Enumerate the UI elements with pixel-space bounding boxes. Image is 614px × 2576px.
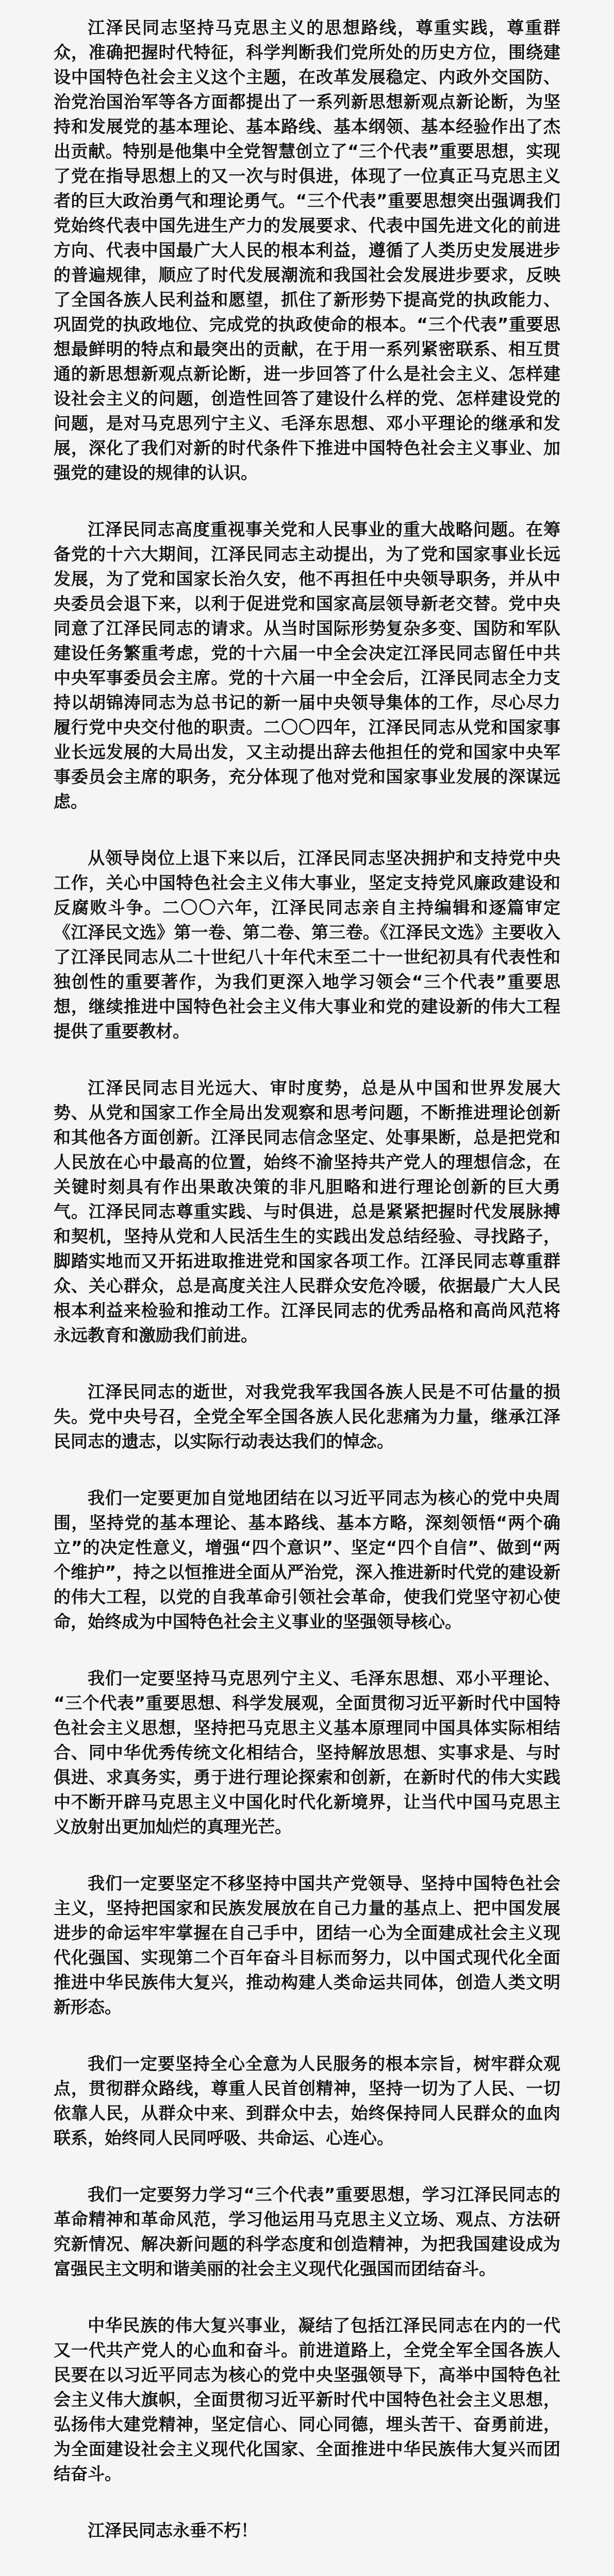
closing-slogan: 江泽民同志永垂不朽！	[88, 2520, 258, 2540]
article-paragraph: 江泽民同志目光远大、审时度势，总是从中国和世界发展大势、从党和国家工作全局出发观察和思考问题，不断推进理论创新和其他各方面创新。江泽民同志信念坚定、处事果断，总是把党和人民放在心中最高的位置，始终不渝坚持共产党人的理想信念，在关键时刻具有作出果敢决策的非凡胆略和进行理论创新的巨大勇气。江泽民同志尊重实践、与时俱进，总是紧紧把握时代发展脉搏和契机，坚持从党和人民活生生的实践出发总结经验、寻找路子，脚踏实地而又开拓进取推进党和国家各项工作。江泽民同志尊重群众、关心群众，总是高度关注人民群众安危冷暖，依据最广大人民根本利益来检验和推动工作。江泽民同志的优秀品格和高尚风范将永远教育和激励我们前进。	[54, 1078, 560, 1345]
source-attribution	[54, 2575, 560, 2576]
article-paragraph: 中华民族的伟大复兴事业，凝结了包括江泽民同志在内的一代又一代共产党人的心血和奋斗。前进道路上，全党全军全国各族人民要在以习近平同志为核心的党中央坚强领导下，高举中国特色社会主义伟大旗帜，全面贯彻习近平新时代中国特色社会主义思想，弘扬伟大建党精神，坚定信心、同心同德，埋头苦干、奋勇前进，为全面建设社会主义现代化国家、全面推进中华民族伟大复兴而团结奋斗。	[54, 2315, 560, 2484]
article-paragraph: 我们一定要坚持全心全意为人民服务的根本宗旨，树牢群众观点，贯彻群众路线，尊重人民首创精神，坚持一切为了人民、一切依靠人民，从群众中来、到群众中去，始终保持同人民群众的血肉联系，始终同人民同呼吸、共命运、心连心。	[54, 2054, 560, 2148]
article-paragraph: 我们一定要努力学习“三个代表”重要思想，学习江泽民同志的革命精神和革命风范，学习他运用马克思主义立场、观点、方法研究新情况、解决新问题的科学态度和创造精神，为把我国建设成为富强民主文明和谐美丽的社会主义现代化强国而团结奋斗。	[54, 2184, 560, 2279]
article-paragraph: 我们一定要坚持马克思列宁主义、毛泽东思想、邓小平理论、“三个代表”重要思想、科学发展观，全面贯彻习近平新时代中国特色社会主义思想，坚持把马克思主义基本原理同中国具体实际相结合、同中华优秀传统文化相结合，坚持解放思想、实事求是、与时俱进、求真务实，勇于进行理论探索和创新，在新时代的伟大实践中不断开辟马克思主义中国化时代化新境界，让当代中国马克思主义放射出更加灿烂的真理光芒。	[54, 1668, 560, 1837]
article-paragraph: 我们一定要坚定不移坚持中国共产党领导、坚持中国特色社会主义，坚持把国家和民族发展放在自己力量的基点上、把中国发展进步的命运牢牢掌握在自己手中，团结一心为全面建成社会主义现代化强国、实现第二个百年奋斗目标而努力，以中国式现代化全面推进中华民族伟大复兴，推动构建人类命运共同体，创造人类文明新形态。	[54, 1873, 560, 2017]
article-paragraph: 江泽民同志高度重视事关党和人民事业的重大战略问题。在筹备党的十六大期间，江泽民同志主动提出，为了党和国家事业长远发展，为了党和国家长治久安，他不再担任中央领导职务，并从中央委员会退下来，以利于促进党和国家高层领导新老交替。党中央同意了江泽民同志的请求。从当时国际形势复杂多变、国防和军队建设任务繁重考虑，党的十六届一中全会决定江泽民同志留任中共中央军事委员会主席。党的十六届一中全会后，江泽民同志全力支持以胡锦涛同志为总书记的新一届中央领导集体的工作，尽心尽力履行党中央交付他的职责。二〇〇四年，江泽民同志从党和国家事业长远发展的大局出发，又主动提出辞去他担任的党和国家中央军事委员会主席的职务，充分体现了他对党和国家事业发展的深谋远虑。	[54, 519, 560, 811]
article-paragraph: 我们一定要更加自觉地团结在以习近平同志为核心的党中央周围，坚持党的基本理论、基本路线、基本方略，深刻领悟“两个确立”的决定性意义，增强“四个意识”、坚定“四个自信”、做到“两个维护”，持之以恒推进全面从严治党，深入推进新时代党的建设新的伟大工程，以党的自我革命引领社会革命，使我们党坚守初心使命，始终成为中国特色社会主义事业的坚强领导核心。	[54, 1488, 560, 1632]
article-paragraph: 江泽民同志的逝世，对我党我军我国各族人民是不可估量的损失。党中央号召，全党全军全国各族人民化悲痛为力量，继承江泽民同志的遗志，以实际行动表达我们的悼念。	[54, 1382, 560, 1451]
article-paragraph: 从领导岗位上退下来以后，江泽民同志坚决拥护和支持党中央工作，关心中国特色社会主义伟大事业，坚定支持党风廉政建设和反腐败斗争。二〇〇六年，江泽民同志亲自主持编辑和逐篇审定《江泽民文选》第一卷、第二卷、第三卷。《江泽民文选》主要收入了江泽民同志从二十世纪八十年代末至二十一世纪初具有代表性和独创性的重要著作，为我们更深入地学习领会“三个代表”重要思想，继续推进中国特色社会主义伟大事业和党的建设新的伟大工程提供了重要教材。	[54, 848, 560, 1041]
article-paragraph: 江泽民同志坚持马克思主义的思想路线，尊重实践，尊重群众，准确把握时代特征，科学判断我们党所处的历史方位，围绕建设中国特色社会主义这个主题，在改革发展稳定、内政外交国防、治党治国治军等各方面都提出了一系列新思想新观点新论断，为坚持和发展党的基本理论、基本路线、基本纲领、基本经验作出了杰出贡献。特别是他集中全党智慧创立了“三个代表”重要思想，实现了党在指导思想上的又一次与时俱进，体现了一位真正马克思主义者的巨大政治勇气和理论勇气。“三个代表”重要思想突出强调我们党始终代表中国先进生产力的发展要求、代表中国先进文化的前进方向、代表中国最广大人民的根本利益，遵循了人类历史发展进步的普遍规律，顺应了时代发展潮流和我国社会发展进步要求，反映了全国各族人民利益和愿望，抓住了新形势下提高党的执政能力、巩固党的执政地位、完成党的执政使命的根本。“三个代表”重要思想最鲜明的特点和最突出的贡献，在于用一系列紧密联系、相互贯通的新思想新观点新论断，进一步回答了什么是社会主义、怎样建设社会主义的问题，创造性回答了建设什么样的党、怎样建设党的问题，是对马克思列宁主义、毛泽东思想、邓小平理论的继承和发展，深化了我们对新的时代条件下推进中国特色社会主义事业、加强党的建设的规律的认识。	[54, 18, 560, 483]
